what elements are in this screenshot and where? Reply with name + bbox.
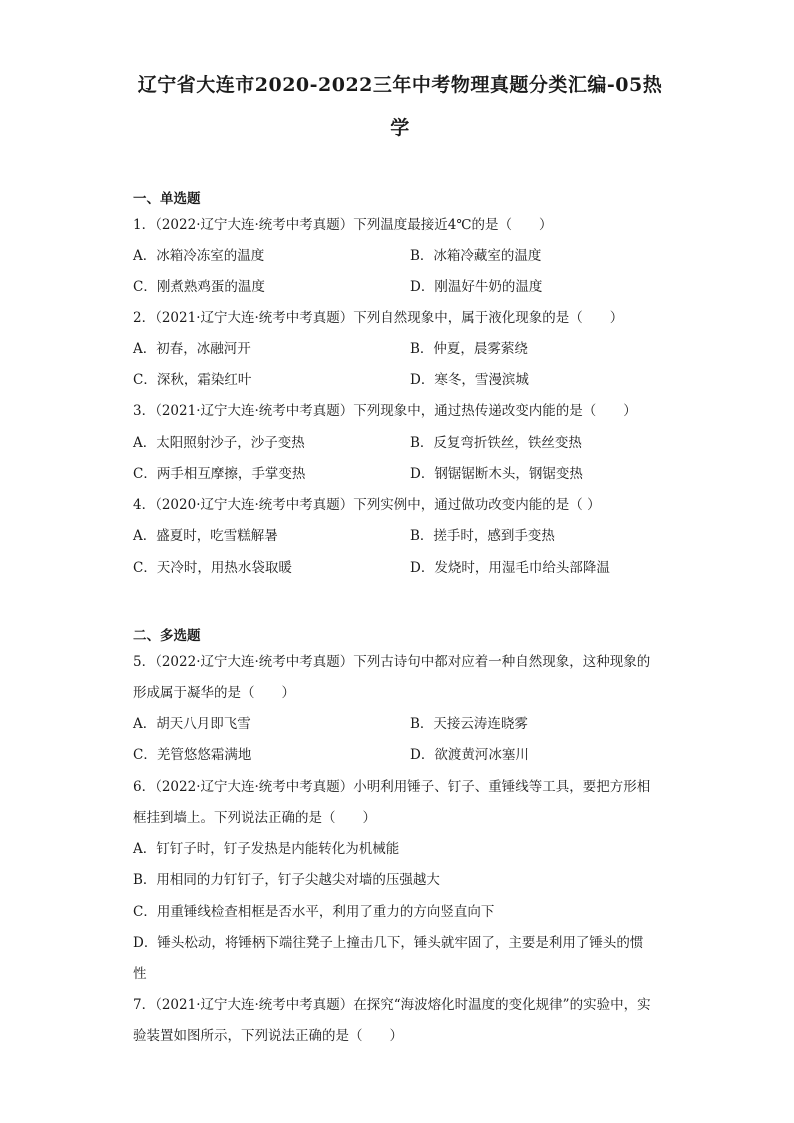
question-4-stem: 4．（2020·辽宁大连·统考中考真题）下列实例中，通过做功改变内能的是（ ）: [133, 497, 601, 513]
question-7-stem-line1: 7．（2021·辽宁大连·统考中考真题）在探究“海波熔化时温度的变化规律”的实验中，实: [133, 997, 651, 1013]
section-heading-single-choice: 一、单选题: [133, 191, 201, 207]
question-6-stem-line1: 6．（2022·辽宁大连·统考中考真题）小明利用锤子、钉子、重锤线等工具，要把方形相: [133, 779, 651, 795]
question-1-option-c: C．刚煮熟鸡蛋的温度: [133, 279, 265, 295]
question-4-option-c: C．天冷时，用热水袋取暖: [133, 560, 292, 576]
question-4-option-a: A．盛夏时，吃雪糕解暑: [133, 528, 278, 544]
question-6-option-a: A．钉钉子时，钉子发热是内能转化为机械能: [133, 841, 400, 857]
question-6-option-d-line1: D．锤头松动，将锤柄下端往凳子上撞击几下，锤头就牢固了，主要是利用了锤头的惯: [133, 935, 644, 951]
question-1-stem: 1．（2022·辽宁大连·统考中考真题）下列温度最接近4℃的是（ ）: [133, 217, 553, 233]
question-6-stem-line2: 框挂到墙上。下列说法正确的是（ ）: [133, 810, 376, 826]
question-1-option-a: A．冰箱冷冻室的温度: [133, 248, 265, 264]
question-3-option-a: A．太阳照射沙子，沙子变热: [133, 435, 305, 451]
question-3-option-b: B．反复弯折铁丝，铁丝变热: [410, 435, 582, 451]
question-4-option-d: D．发烧时，用湿毛巾给头部降温: [410, 560, 610, 576]
question-2-option-d: D．寒冬，雪漫滨城: [410, 372, 529, 388]
question-1-option-b: B．冰箱冷藏室的温度: [410, 248, 542, 264]
question-6-option-b: B．用相同的力钉钉子，钉子尖越尖对墙的压强越大: [133, 872, 440, 888]
question-3-option-d: D．钢锯锯断木头，钢锯变热: [410, 466, 583, 482]
section-heading-multiple-choice: 二、多选题: [133, 628, 201, 644]
question-2-option-c: C．深秋，霜染红叶: [133, 372, 252, 388]
question-2-option-b: B．仲夏，晨雾萦绕: [410, 341, 528, 357]
question-5-option-d: D．欲渡黄河冰塞川: [410, 747, 529, 763]
document-title-line1: 辽宁省大连市2020-2022三年中考物理真题分类汇编-05热: [137, 74, 663, 96]
question-2-stem: 2．（2021·辽宁大连·统考中考真题）下列自然现象中，属于液化现象的是（ ）: [133, 310, 624, 326]
document-title-line2: 学: [390, 117, 410, 139]
question-7-stem-line2: 验装置如图所示，下列说法正确的是（ ）: [133, 1028, 403, 1044]
question-2-option-a: A．初春，冰融河开: [133, 341, 251, 357]
question-3-stem: 3．（2021·辽宁大连·统考中考真题）下列现象中，通过热传递改变内能的是（ ）: [133, 403, 637, 419]
question-5-stem-line2: 形成属于凝华的是（ ）: [133, 685, 295, 701]
question-3-option-c: C．两手相互摩擦，手掌变热: [133, 466, 306, 482]
question-6-option-c: C．用重锤线检查相框是否水平，利用了重力的方向竖直向下: [133, 904, 495, 920]
question-5-stem-line1: 5．（2022·辽宁大连·统考中考真题）下列古诗句中都对应着一种自然现象，这种现象的: [133, 654, 651, 670]
question-4-option-b: B．搓手时，感到手变热: [410, 528, 555, 544]
question-5-option-c: C．羌管悠悠霜满地: [133, 747, 252, 763]
question-5-option-b: B．天接云涛连晓雾: [410, 716, 528, 732]
question-1-option-d: D．刚温好牛奶的温度: [410, 279, 543, 295]
question-6-option-d-line2: 性: [133, 966, 147, 982]
question-5-option-a: A．胡天八月即飞雪: [133, 716, 251, 732]
